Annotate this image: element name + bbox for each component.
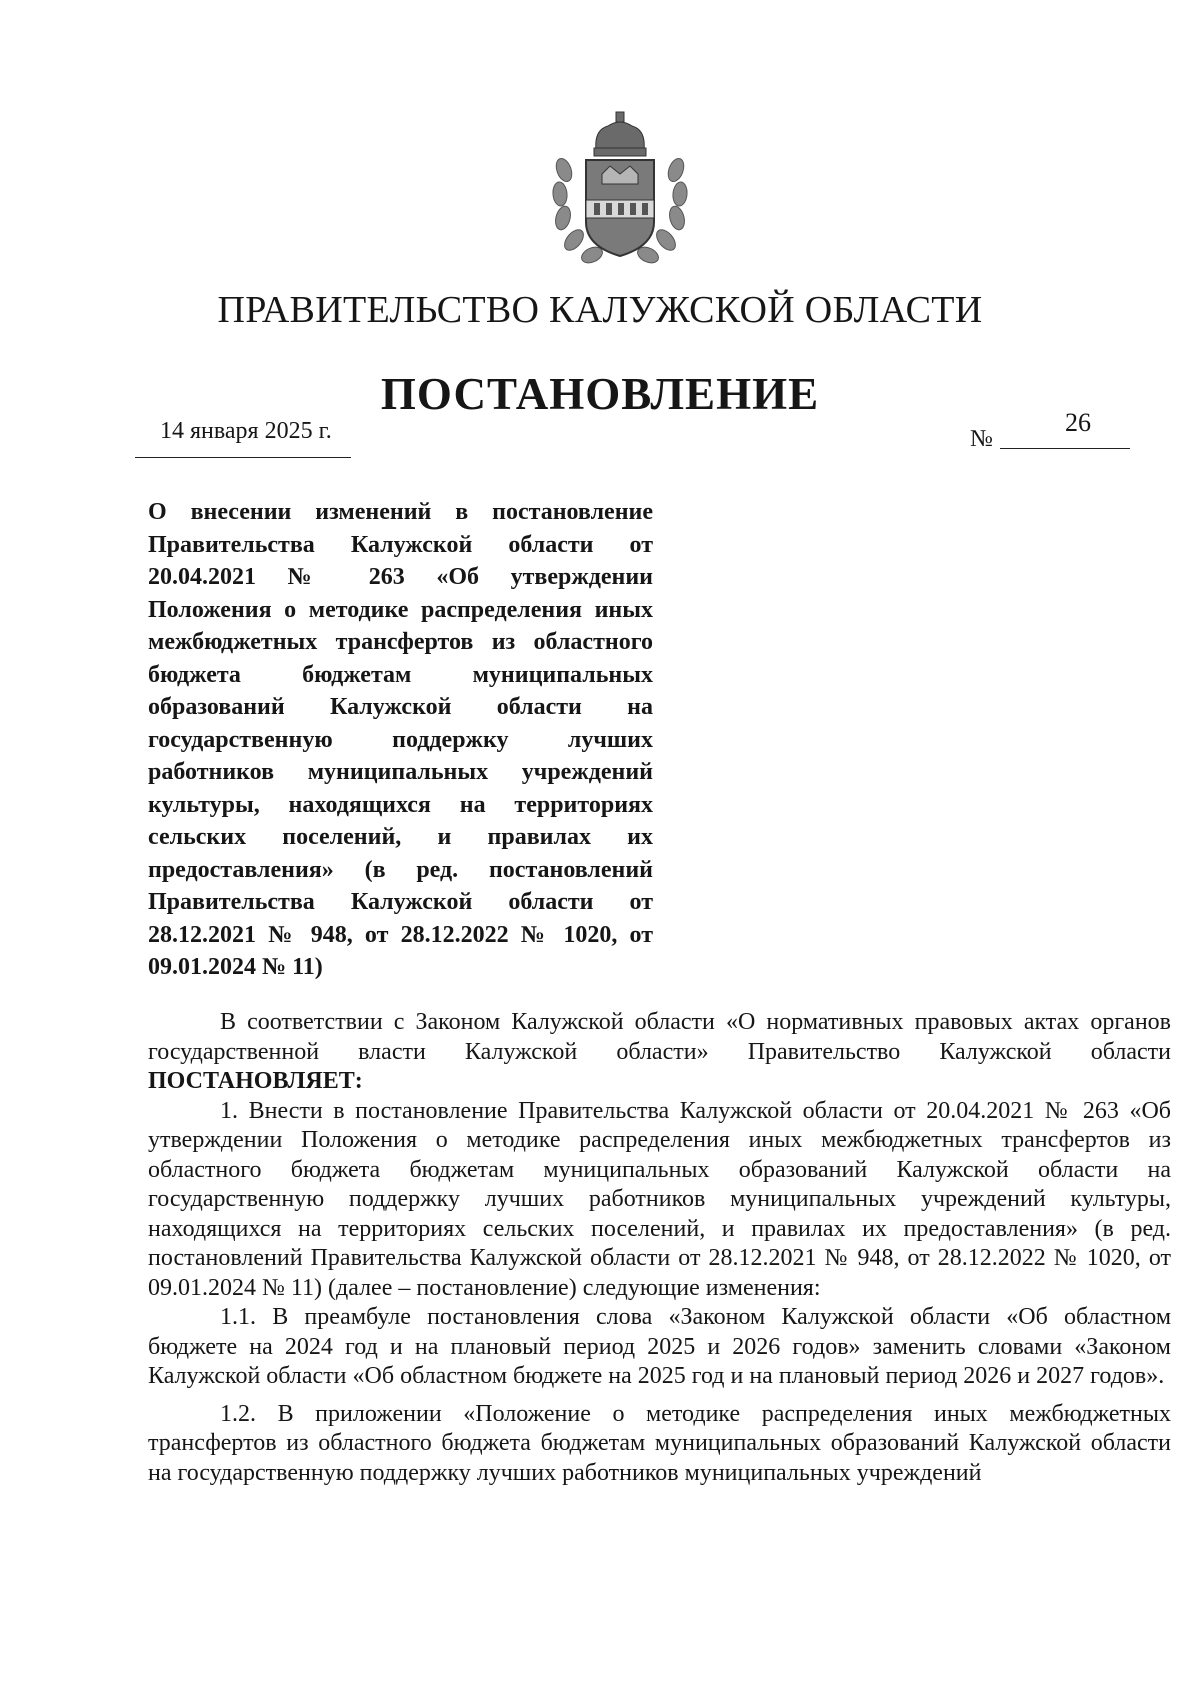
government-title: ПРАВИТЕЛЬСТВО КАЛУЖСКОЙ ОБЛАСТИ: [217, 289, 983, 331]
preamble-paragraph: [148, 1008, 1171, 1097]
kaluga-coat-of-arms-icon: [550, 110, 690, 266]
document-type-title: ПОСТАНОВЛЕНИЕ: [380, 369, 820, 419]
document-body: [148, 1008, 1171, 1488]
date-underline: [135, 457, 351, 458]
number-underline: [1000, 448, 1130, 449]
document-subject: О внесении изменений в постановление Правительства Калужской области от 20.04.2021 № 263 «Об утверждении Положения о методике распределения иных межбюджетных трансфертов из областного бюджета бюджетам муниципальных образований Калужской области на государственную поддержку лучших работников муниципальных учреждений культуры, находящихся на территориях сельских поселений, и правилах их предоставления» (в ред. постановлений Правительства Калужской области от 28.12.2021 № 948, от 28.12.2022 № 1020, от 09.01.2024 № 11): [148, 499, 653, 980]
document-date: 14 января 2025 г.: [160, 418, 332, 444]
paragraph-1-2: 1.2. В приложении «Положение о методике распределения иных межбюджетных трансфертов из областного бюджета бюджетам муниципальных образований Калужской области на государственную поддержку лучших работников муниципальных учреждений: [148, 1400, 1171, 1486]
decree-word: ПОСТАНОВЛЯЕТ:: [148, 1068, 363, 1094]
paragraph-1-1: 1.1. В преамбуле постановления слова «Законом Калужской области «Об областном бюджете на 2024 год и на плановый период 2025 и 2026 годов» заменить словами «Законом Калужской области «Об областном бюджете на 2025 год и на плановый период 2026 и 2027 годов».: [148, 1304, 1171, 1389]
document-number: 26: [1065, 408, 1091, 437]
preamble-text: В соответствии с Законом Калужской области «О нормативных правовых актах органов государственной власти Калужской области» Правительство Калужской области: [148, 1009, 1171, 1065]
paragraph-1: 1. Внести в постановление Правительства Калужской области от 20.04.2021 № 263 «Об утверждении Положения о методике распределения иных межбюджетных трансфертов из областного бюджета бюджетам муниципальных образований Калужской области на государственную поддержку лучших работников муниципальных учреждений культуры, находящихся на территориях сельских поселений, и правилах их предоставления» (в ред. постановлений Правительства Калужской области от 28.12.2021 № 948, от 28.12.2022 № 1020, от 09.01.2024 № 11) (далее – постановление) следующие изменения:: [148, 1097, 1171, 1301]
document-number-label: №: [970, 426, 993, 452]
